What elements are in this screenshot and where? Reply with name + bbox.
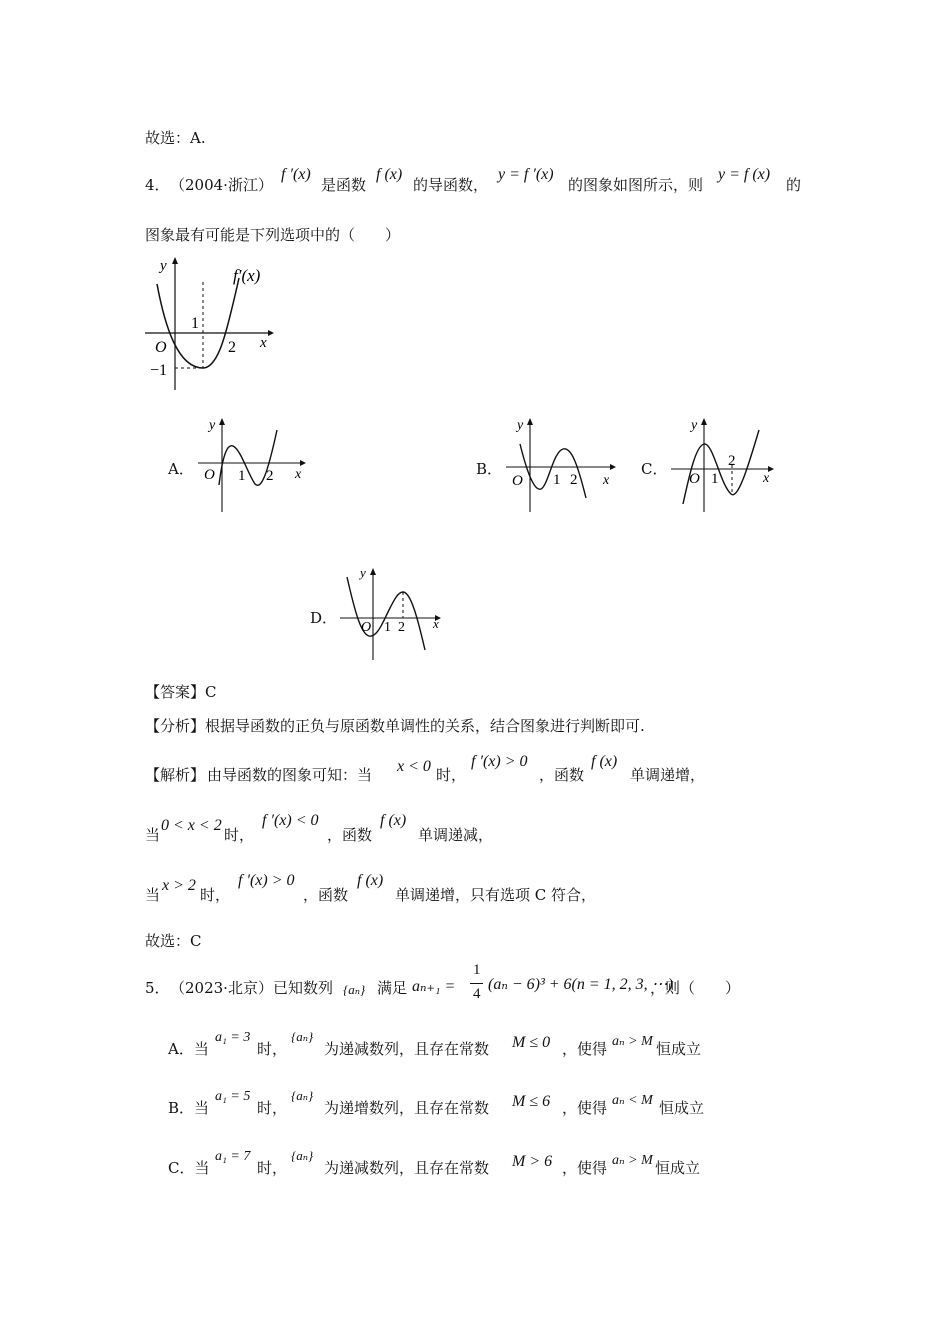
q4-graph-as-shown: 的图象如图所示，则 [568,176,704,194]
option-c-graph[interactable] [668,412,783,514]
sol2-ineq: f ′(x) < 0 [262,812,319,829]
q5-lhs: aₙ₊₁ = [412,978,456,995]
option-d-graph[interactable] [337,562,452,662]
analysis-text: 根据导函数的正负与原函数单调性的关系，结合图象进行判断即可. [205,717,645,735]
q4-conclusion: 故选：C [145,932,202,950]
option-c-curve [683,430,759,504]
analysis-tag: 【分析】 [145,717,206,735]
tick-2: 2 [570,472,578,488]
origin-label: O [689,471,700,487]
q5-opt-b-seq: {aₙ} [291,1088,314,1103]
origin-label: O [512,473,523,489]
x-label: x [260,335,267,351]
sol3-text-b: 时， [200,886,231,904]
q4-fprime-x: f ′(x) [281,166,311,183]
q5-opt-c-label[interactable]: C．当 [168,1159,210,1177]
q5-frac-den: 4 [473,986,481,1002]
q5-opt-c-t1: 时， [257,1159,288,1177]
q5-opt-b-cond: a₁ = 5 [215,1089,251,1104]
q5-rhs: (aₙ − 6)³ + 6(n = 1, 2, 3, ⋯) [488,976,673,993]
option-a-graph[interactable] [195,412,310,514]
tick-1: 1 [553,472,561,488]
q5-opt-a-ineq: aₙ > M [612,1034,653,1049]
q5-frac-bar [470,983,483,984]
x-label: x [433,616,439,631]
fn-label: f′(x) [233,266,261,285]
q5-frac-num: 1 [473,962,481,978]
q5-opt-a-t4: 恒成立 [656,1040,702,1058]
sol3-ineq: f ′(x) > 0 [238,872,295,889]
q5-opt-c-const: M > 6 [512,1153,553,1170]
x-label: x [603,473,610,488]
sol3-f: f (x) [357,872,384,889]
q5-opt-b-ineq: aₙ < M [612,1093,653,1108]
sol1-text-b: 时， [436,766,467,784]
q4-y-eq-fprime: y = f ′(x) [498,166,554,183]
q4-f-x: f (x) [376,166,403,183]
sol1-text-a: 由导函数的图象可知：当 [207,766,373,784]
q5-opt-a-t3: ，使得 [562,1040,608,1058]
sol1-f: f (x) [591,753,618,770]
tick-1: 1 [384,620,391,635]
q5-opt-c-ineq: aₙ > M [612,1153,653,1168]
sol1-text-d: 单调递增， [630,766,706,784]
q5-opt-c-t2: 为递减数列，且存在常数 [324,1159,490,1177]
x-arrow-icon [300,460,306,466]
sol2-cond: 0 < x < 2 [161,817,222,834]
q5-opt-a-t1: 时， [257,1040,288,1058]
q5-seq: {aₙ} [343,982,366,997]
q5-then: ，则（ ） [650,979,741,997]
x-arrow-icon [610,464,616,470]
y-label: y [691,418,698,433]
option-d-label: D． [310,609,338,627]
q4-number: 4． [145,176,170,194]
q4-source: （2004·浙江） [170,176,273,194]
q4-y-eq-f: y = f (x) [718,166,771,183]
q5-opt-a-seq: {aₙ} [291,1029,314,1044]
q4-derivative-fn: 的导函数， [413,176,489,194]
q5-opt-b-const: M ≤ 6 [512,1093,551,1110]
q4-de: 的 [786,176,802,194]
q5-opt-b-t1: 时， [257,1099,288,1117]
x-arrow-icon [268,330,274,336]
y-label: y [209,418,216,433]
tick-neg1: −1 [150,362,168,379]
sol2-text-d: 单调递减， [418,826,494,844]
sol3-cond: x > 2 [162,877,196,894]
q4-is-derivative-of: 是函数 [321,176,367,194]
q5-satisfies: 满足 [377,979,408,997]
y-arrow-icon [701,418,707,425]
q4-line2: 图象最有可能是下列选项中的（ ） [145,226,401,244]
answer-tag: 【答案】 [145,683,206,701]
option-d-curve [347,577,425,650]
fprime-graph [140,252,280,397]
option-b-graph[interactable] [503,412,618,514]
q5-opt-c-seq: {aₙ} [291,1148,314,1163]
sol3-text-c: ，函数 [303,886,349,904]
tick-1: 1 [191,315,199,332]
q5-opt-c-t4: 恒成立 [655,1159,701,1177]
option-a-label: A． [168,460,194,478]
solution-tag: 【解析】 [145,766,206,784]
sol3-text-a: 当 [145,886,161,904]
tick-2: 2 [728,453,736,469]
sol3-text-d: 单调递增，只有选项 C 符合， [395,886,597,904]
origin-label: O [204,467,215,483]
tick-1: 1 [238,468,246,484]
analysis-line [145,719,645,734]
q5-number: 5． [145,979,170,997]
q5-opt-c-cond: a₁ = 7 [215,1149,251,1164]
q5-opt-b-t3: ，使得 [562,1099,608,1117]
sol2-text-c: ，函数 [327,826,373,844]
q5-opt-b-t2: 为递增数列，且存在常数 [324,1099,490,1117]
origin-label: O [361,620,372,635]
sol2-text-b: 时， [224,826,255,844]
q5-opt-a-const: M ≤ 0 [512,1034,551,1051]
tick-2: 2 [266,468,274,484]
y-label: y [360,565,366,580]
option-c-label: C． [641,460,668,478]
y-arrow-icon [527,418,533,425]
sol1-cond: x < 0 [397,758,431,775]
y-label: y [160,258,167,274]
y-arrow-icon [172,257,178,264]
q5-opt-b-label[interactable]: B．当 [168,1099,210,1117]
y-arrow-icon [219,418,225,425]
y-arrow-icon [370,568,376,575]
q5-opt-a-t2: 为递减数列，且存在常数 [324,1040,490,1058]
x-label: x [295,467,302,482]
q5-opt-a-label[interactable]: A．当 [168,1040,209,1058]
prev-conclusion: 故选：A. [145,129,206,147]
sol2-text-a: 当 [145,826,161,844]
answer-line [145,685,217,700]
q5-opt-a-cond: a₁ = 3 [215,1030,251,1045]
tick-2: 2 [398,620,405,635]
sol1-text-c: ，函数 [539,766,585,784]
x-label: x [763,471,770,486]
y-label: y [517,418,524,433]
q5-opt-c-t3: ，使得 [562,1159,608,1177]
tick-2: 2 [228,339,236,356]
sol2-f: f (x) [380,812,407,829]
tick-1: 1 [711,471,719,487]
answer-value: C [205,683,217,701]
sol1-ineq: f ′(x) > 0 [471,753,528,770]
origin-label: O [155,339,167,356]
q5-source: （2023·北京）已知数列 [170,979,333,997]
option-b-label: B． [476,460,503,478]
q5-opt-b-t4: 恒成立 [659,1099,705,1117]
